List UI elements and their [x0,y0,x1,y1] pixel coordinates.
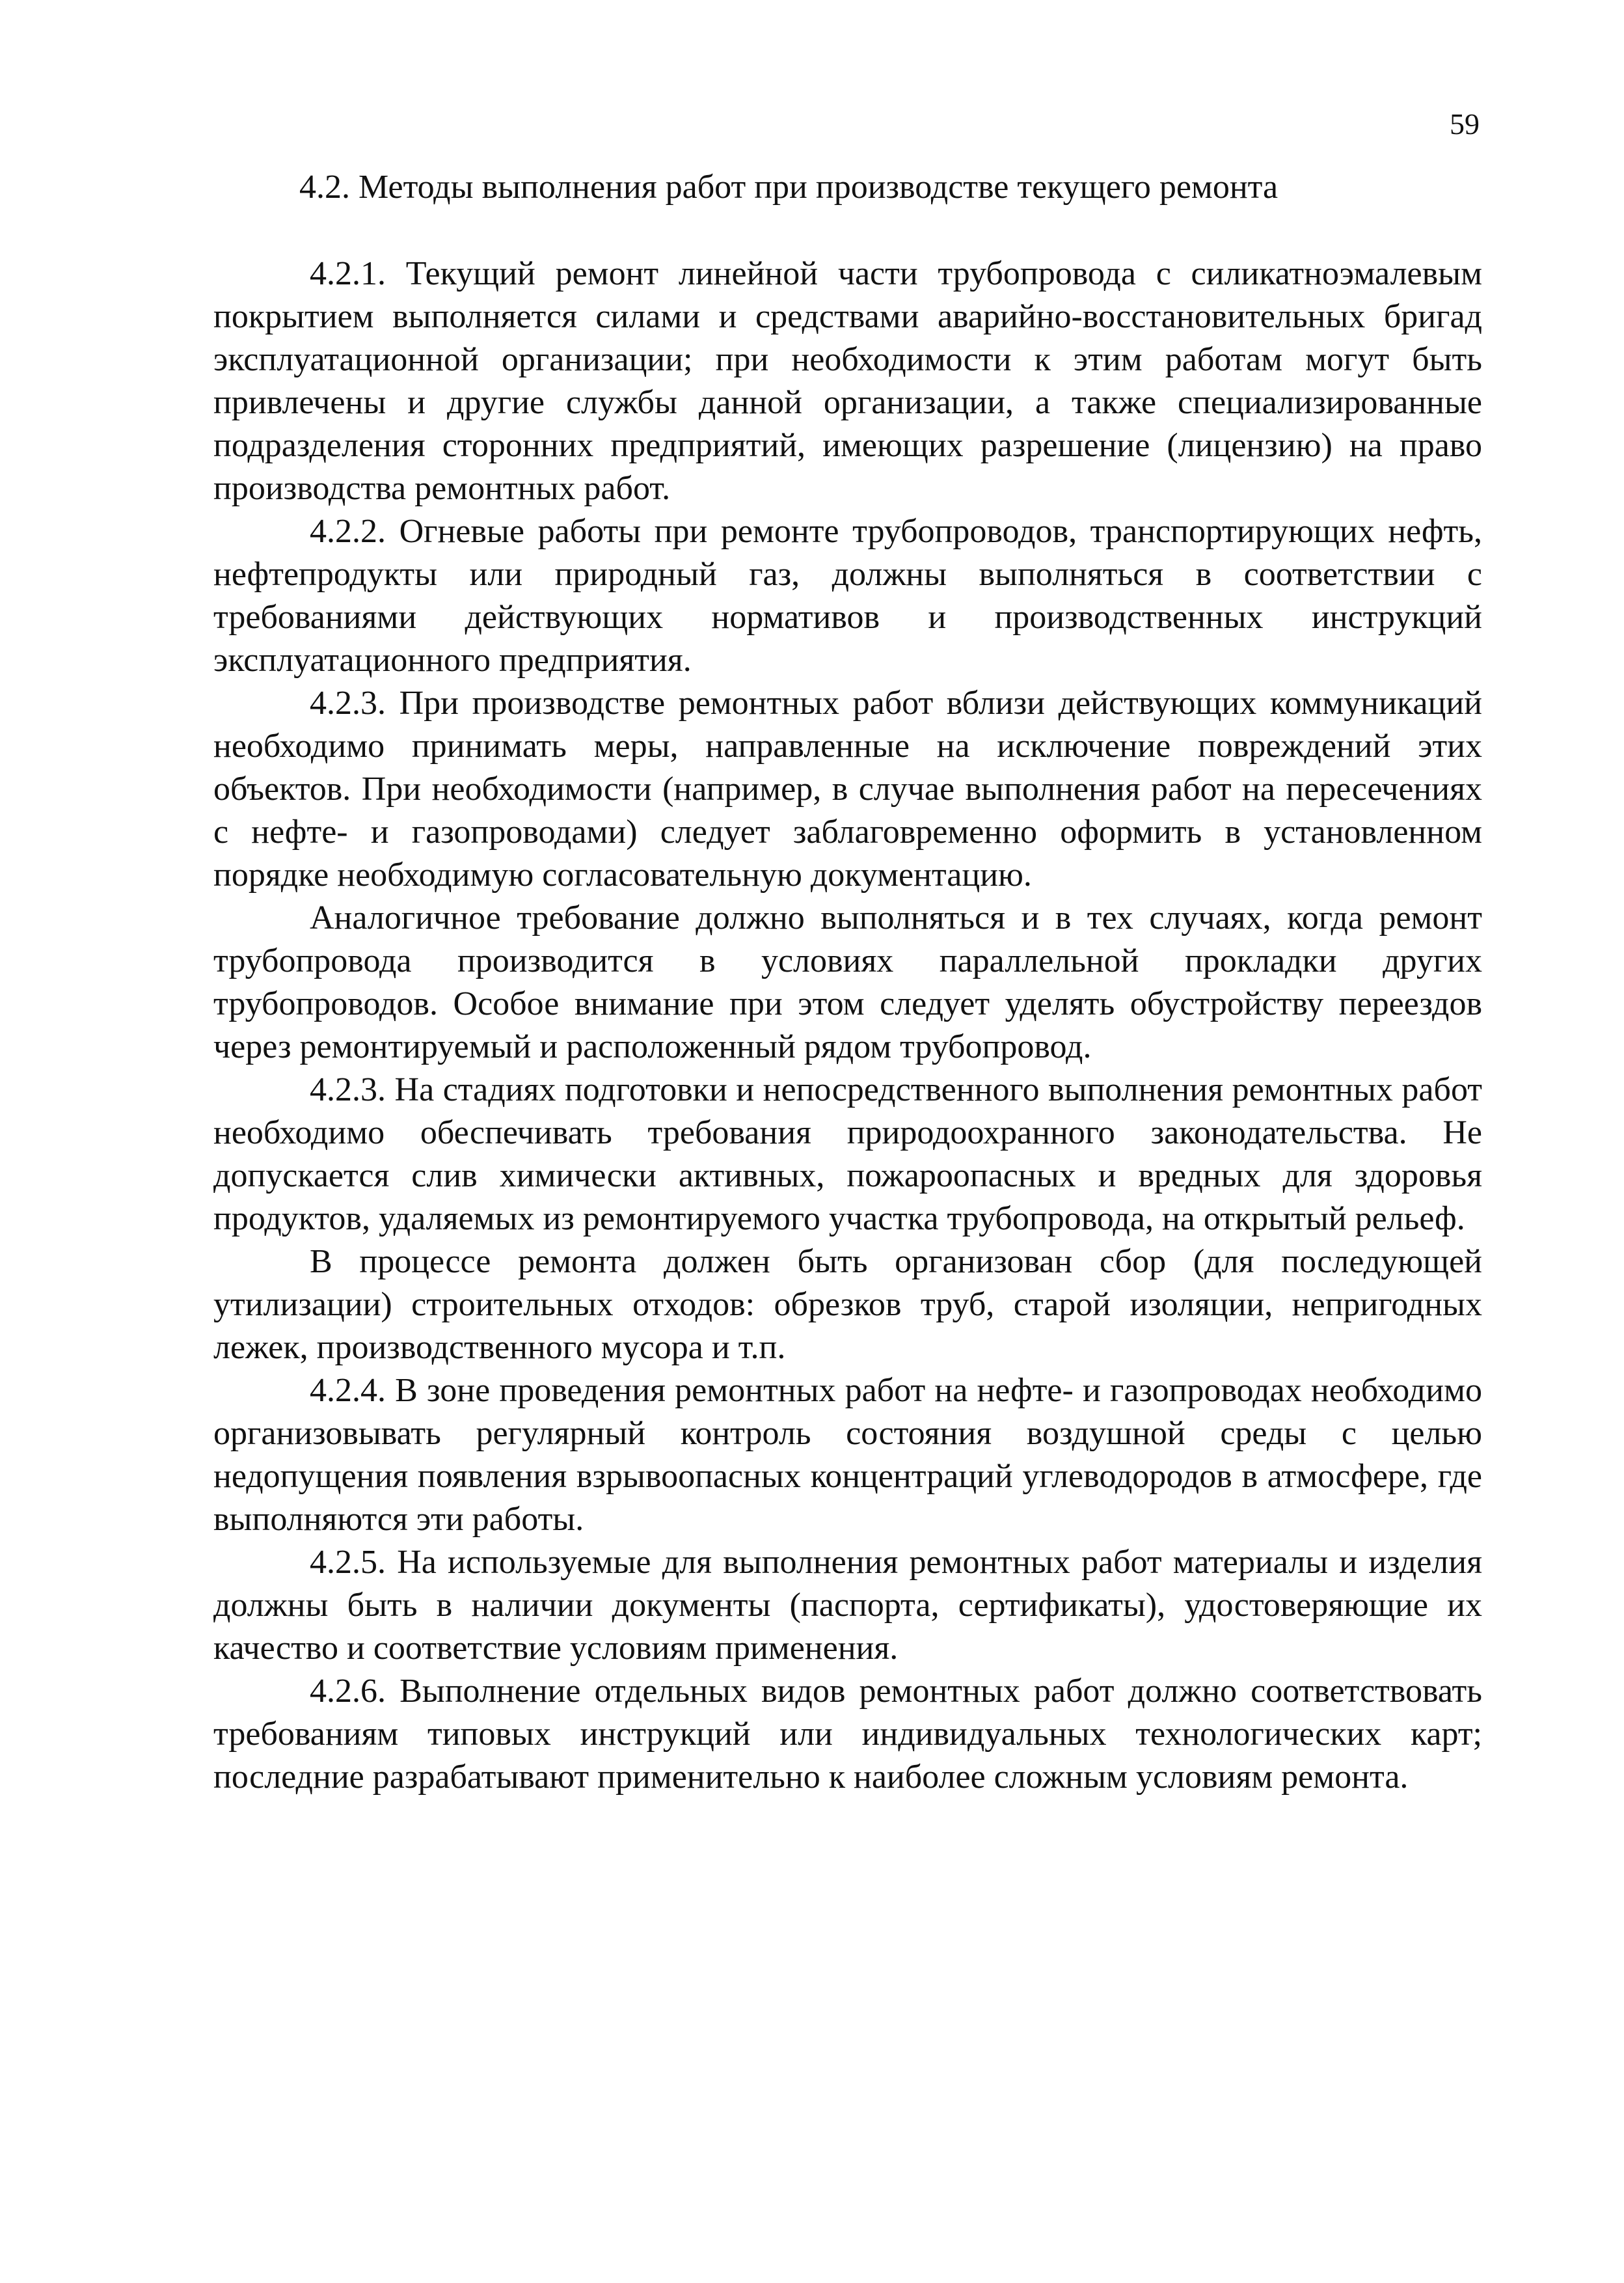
paragraph-waste-collection: В процессе ремонта должен быть организован сбор (для последующей утилизации) строительных отходов: обрезков труб, старой изоляции, непригодных лежек, производственного мусора и т.п. [213,1243,1482,1366]
paragraph-4-2-3-a: 4.2.3. При производстве ремонтных работ вблизи действующих коммуникаций необходимо принимать меры, направленные на исключение повреждений этих объектов. При необходимости (например, в случае выполнения работ на пересечениях с нефте- и газопроводами) следует заблаговременно оформить в установленном порядке необходимую согласовательную документацию. [213,685,1482,894]
paragraph-4-2-4: 4.2.4. В зоне проведения ремонтных работ на нефте- и газопроводах необходимо организовывать регулярный контроль состояния воздушной среды с целью недопущения появления взрывоопасных концентраций углеводородов в атмосфере, где выполняются эти работы. [213,1372,1482,1538]
paragraph-4-2-1: 4.2.1. Текущий ремонт линейной части трубопровода с силикатноэмалевым покрытием выполняется силами и средствами аварийно-восстановительных бригад эксплуатационной организации; при необходимости к этим работам могут быть привлечены и другие службы данной организации, а также специализированные подразделения сторонних предприятий, имеющих разрешение (лицензию) на право производства ремонтных работ. [213,255,1482,507]
paragraph-4-2-2: 4.2.2. Огневые работы при ремонте трубопроводов, транспортирующих нефть, нефтепродукты или природный газ, должны выполняться в соответствии с требованиями действующих нормативов и производственных инструкций эксплуатационного предприятия. [213,513,1482,679]
page-number: 59 [1450,107,1480,141]
section-heading: 4.2. Методы выполнения работ при производстве текущего ремонта [299,169,1279,206]
paragraph-4-2-3-b: 4.2.3. На стадиях подготовки и непосредственного выполнения ремонтных работ необходимо обеспечивать требования природоохранного законодательства. Не допускается слив химически активных, пожароопасных и вредных для здоровья продуктов, удаляемых из ремонтируемого участка трубопровода, на открытый рельеф. [213,1071,1482,1237]
document-body [213,253,1482,1799]
paragraph-4-2-5: 4.2.5. На используемые для выполнения ремонтных работ материалы и изделия должны быть в наличии документы (паспорта, сертификаты), удостоверяющие их качество и соответствие условиям применения. [213,1544,1482,1667]
paragraph-4-2-6: 4.2.6. Выполнение отдельных видов ремонтных работ должно соответствовать требованиям типовых инструкций или индивидуальных технологических карт; последние разрабатывают применительно к наиболее сложным условиям ремонта. [213,1673,1482,1796]
paragraph-similar-requirement: Аналогичное требование должно выполняться и в тех случаях, когда ремонт трубопровода производится в условиях параллельной прокладки других трубопроводов. Особое внимание при этом следует уделять обустройству переездов через ремонтируемый и расположенный рядом трубопровод. [213,899,1482,1065]
